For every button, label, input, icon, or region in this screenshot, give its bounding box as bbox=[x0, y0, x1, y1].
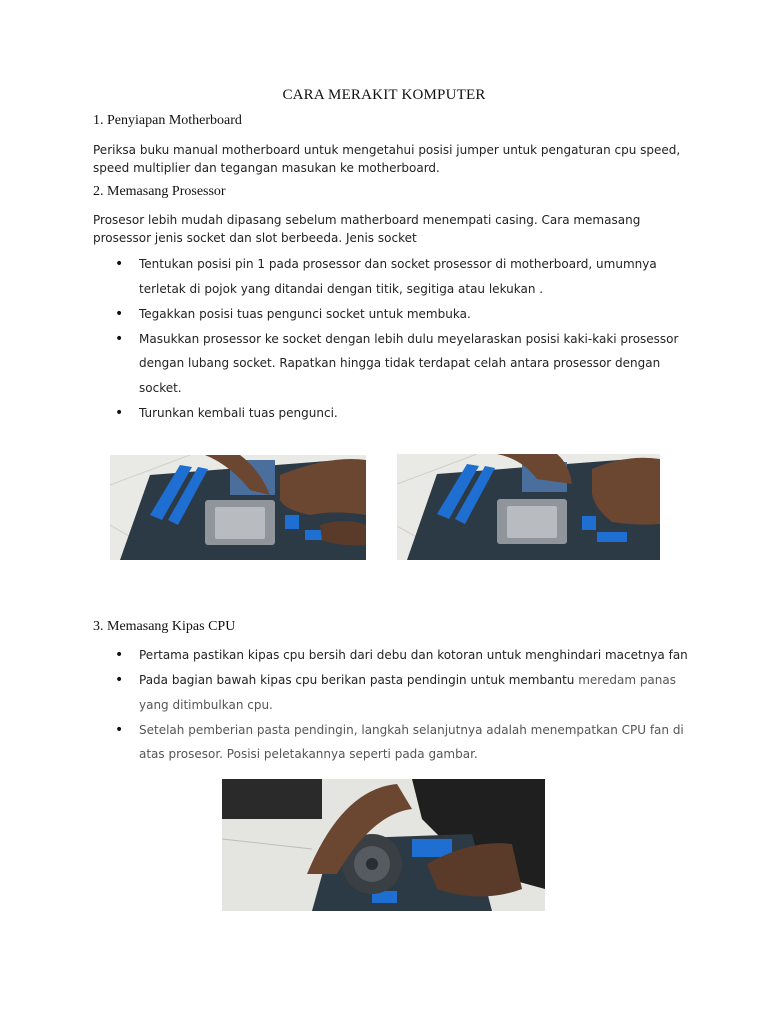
section-heading-1: 1. Penyiapan Motherboard bbox=[93, 113, 242, 128]
processor-steps-list bbox=[93, 252, 693, 426]
list-item: • Setelah pemberian pasta pendingin, langkah selanjutnya adalah menempatkan CPU fan di atas prosesor. Posisi peletakannya seperti pada gambar. bbox=[93, 718, 693, 767]
list-item-text: Pada bagian bawah kipas cpu berikan pasta pendingin untuk membantu bbox=[139, 673, 575, 687]
list-item: • Turunkan kembali tuas pengunci. bbox=[93, 401, 693, 426]
photo-install-processor-1 bbox=[110, 455, 366, 560]
list-item-text-muted: meredam panas bbox=[578, 673, 676, 687]
list-item bbox=[93, 668, 693, 717]
list-item: • Tegakkan posisi tuas pengunci socket untuk membuka. bbox=[93, 302, 693, 327]
section-paragraph-1: Periksa buku manual motherboard untuk mengetahui posisi jumper untuk pengaturan cpu speed, speed multiplier dan tegangan masukan ke motherboard. bbox=[93, 143, 681, 175]
list-item: • Tentukan posisi pin 1 pada prosessor dan socket prosessor di motherboard, umumnya terletak di pojok yang ditandai dengan titik, segitiga atau lekukan . bbox=[93, 252, 693, 301]
document-title: CARA MERAKIT KOMPUTER bbox=[282, 87, 486, 103]
list-item-text-continued: yang ditimbulkan cpu. bbox=[139, 697, 273, 712]
motherboard-photo-illustration bbox=[110, 455, 366, 560]
cpu-fan-steps-list bbox=[93, 643, 693, 767]
list-item: • Pertama pastikan kipas cpu bersih dari debu dan kotoran untuk menghindari macetnya fan bbox=[93, 643, 693, 668]
section-paragraph-2: Prosesor lebih mudah dipasang sebelum matherboard menempati casing. Cara memasang prosessor jenis socket dan slot berbeeda. Jenis socket bbox=[93, 213, 641, 245]
photo-install-processor-2 bbox=[397, 454, 660, 560]
list-item: • Masukkan prosessor ke socket dengan lebih dulu meyelaraskan posisi kaki-kaki prosessor dengan lubang socket. Rapatkan hingga tidak terdapat celah antara prosessor dengan socket. bbox=[93, 327, 693, 401]
cpu-fan-photo-illustration bbox=[222, 779, 545, 911]
motherboard-photo-illustration bbox=[397, 454, 660, 560]
section-heading-3: 3. Memasang Kipas CPU bbox=[93, 619, 236, 634]
section-heading-2: 2. Memasang Prosessor bbox=[93, 184, 226, 199]
photo-install-cpu-fan bbox=[222, 779, 545, 911]
